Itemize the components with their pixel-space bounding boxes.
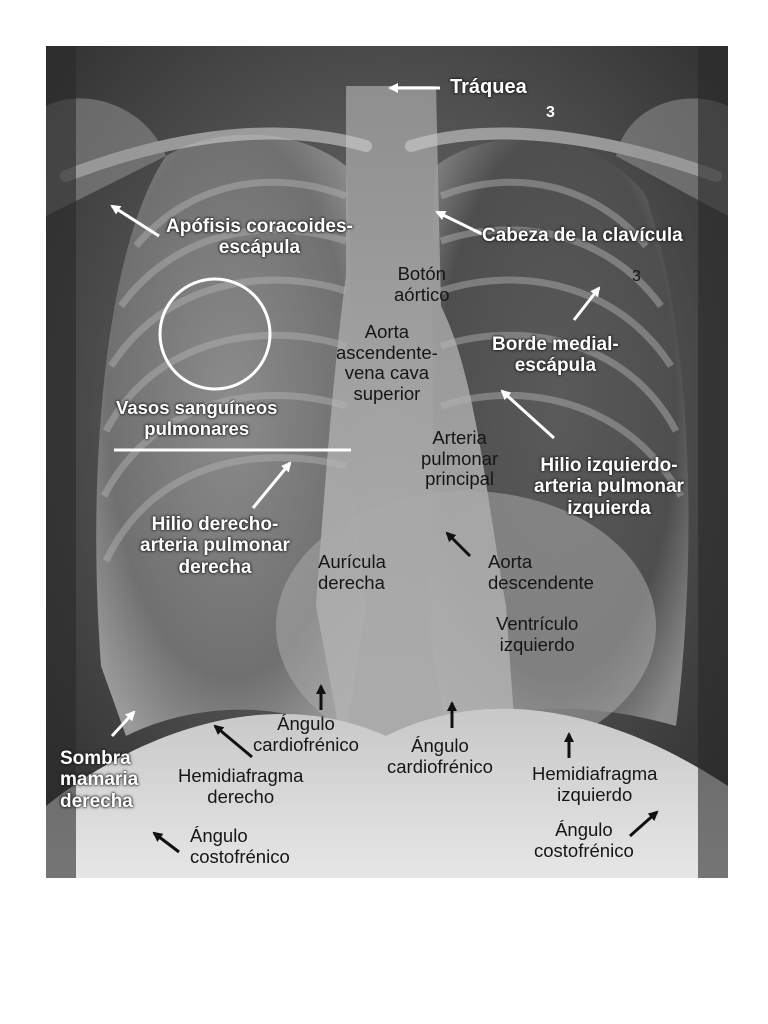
label-aorta-desc: Aorta descendente	[488, 551, 594, 593]
label-traquea: Tráquea	[450, 76, 527, 98]
label-auricula: Aurícula derecha	[318, 551, 386, 593]
label-sombra: Sombra mamaria derecha	[60, 748, 139, 812]
label-angulo-cost-right: Ángulo costofrénico	[190, 825, 290, 867]
label-aorta-asc: Aorta ascendente- vena cava superior	[336, 321, 438, 405]
label-hemi-der: Hemidiafragma derecho	[178, 765, 304, 807]
label-cabeza: Cabeza de la clavícula	[482, 225, 683, 246]
label-angulo-cf-right: Ángulo cardiofrénico	[253, 713, 359, 755]
marker-number-top: 3	[546, 104, 555, 121]
label-hilio-der: Hilio derecho- arteria pulmonar derecha	[140, 514, 290, 578]
label-hemi-izq: Hemidiafragma izquierdo	[532, 763, 658, 805]
label-boton: Botón aórtico	[394, 263, 450, 305]
label-angulo-cost-left: Ángulo costofrénico	[534, 819, 634, 861]
label-arteria-pulmonar: Arteria pulmonar principal	[421, 427, 499, 490]
marker-number-right: 3	[632, 268, 641, 285]
label-apofisis: Apófisis coracoides- escápula	[166, 216, 353, 259]
label-vasos: Vasos sanguíneos pulmonares	[116, 397, 278, 439]
label-ventriculo: Ventrículo izquierdo	[496, 613, 579, 655]
chest-xray-figure	[46, 46, 728, 878]
label-hilio-izq: Hilio izquierdo- arteria pulmonar izquierda	[534, 455, 684, 519]
label-borde: Borde medial- escápula	[492, 334, 619, 377]
label-angulo-cf-left: Ángulo cardiofrénico	[387, 735, 493, 777]
